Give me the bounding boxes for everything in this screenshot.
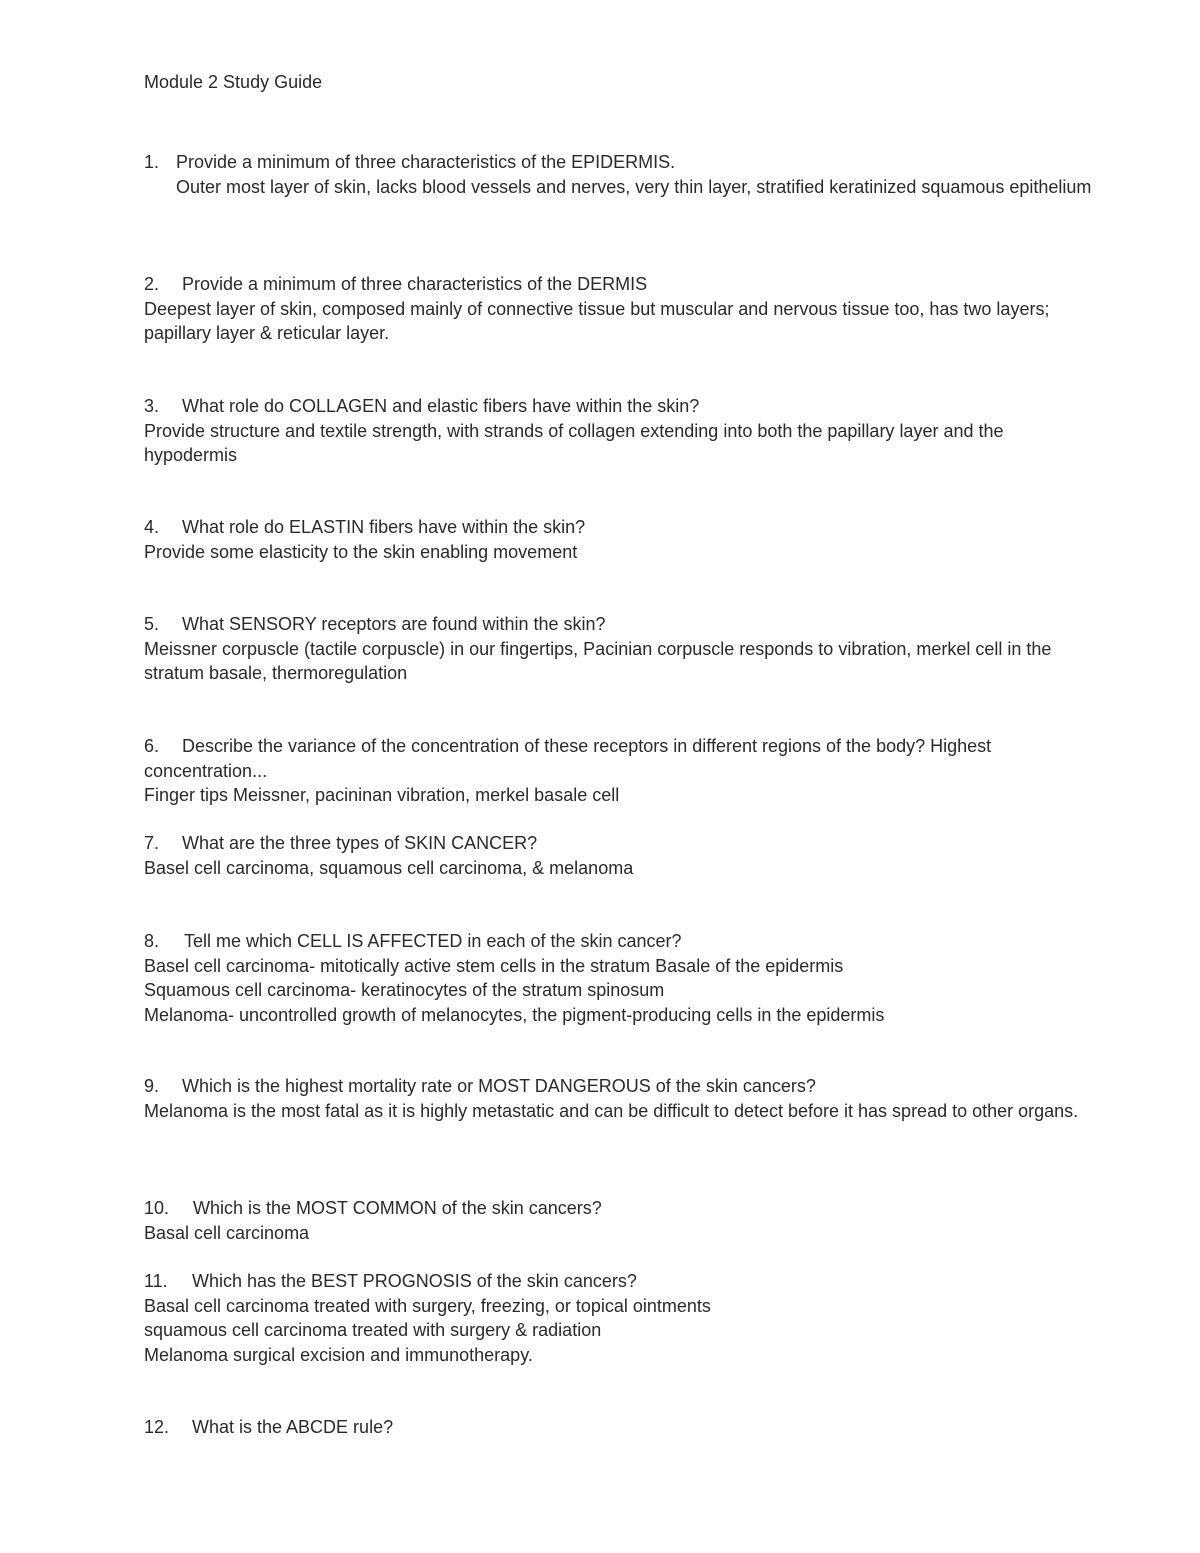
question-block-12 xyxy=(144,1415,1104,1440)
answer-text: squamous cell carcinoma treated with surgery & radiation xyxy=(144,1320,602,1340)
question-number: 3. xyxy=(144,396,160,416)
question-line xyxy=(144,515,1104,540)
answer-text: Meissner corpuscle (tactile corpuscle) in our fingertips, Pacinian corpuscle responds to vibration, merkel cell in the stratum basale, thermoregulation xyxy=(144,638,1052,683)
answer-text: Provide structure and textile strength, with strands of collagen extending into both the papillary layer and the hypodermis xyxy=(144,420,1004,465)
question-block-5 xyxy=(144,612,1104,686)
question-block-11 xyxy=(144,1269,1104,1367)
answer-text: Provide some elasticity to the skin enabling movement xyxy=(144,541,578,562)
question-text: Which has the BEST PROGNOSIS of the skin cancers? xyxy=(192,1271,637,1291)
answer-text: Finger tips Meissner, pacininan vibration, merkel basale cell xyxy=(144,785,620,805)
question-line xyxy=(144,272,1104,297)
question-text: What role do ELASTIN fibers have within the skin? xyxy=(182,517,586,537)
question-number: 6. xyxy=(144,736,160,756)
question-block-3 xyxy=(144,394,1104,468)
question-number: 1. xyxy=(144,152,160,172)
question-text: Describe the variance of the concentration of these receptors in different regions of the body? Highest concentration... xyxy=(144,736,992,781)
question-number: 7. xyxy=(144,833,160,853)
answer-text: Outer most layer of skin, lacks blood vessels and nerves, very thin layer, stratified keratinized squamous epithelium xyxy=(176,176,1092,197)
question-line xyxy=(144,734,1074,783)
document-page xyxy=(144,0,1104,1553)
question-text: What role do COLLAGEN and elastic fibers have within the skin? xyxy=(182,396,700,416)
question-block-9 xyxy=(144,1074,1104,1123)
question-block-6 xyxy=(144,734,1104,808)
question-line xyxy=(144,612,1104,637)
question-block-8 xyxy=(144,929,1104,1027)
question-text: Tell me which CELL IS AFFECTED in each of the skin cancer? xyxy=(184,931,682,951)
question-text: What is the ABCDE rule? xyxy=(192,1417,394,1437)
question-block-4 xyxy=(144,515,1104,564)
answer-text: Melanoma- uncontrolled growth of melanocytes, the pigment-producing cells in the epidermis xyxy=(144,1004,885,1025)
question-text: Which is the highest mortality rate or MOST DANGEROUS of the skin cancers? xyxy=(182,1076,816,1096)
question-line xyxy=(144,150,1104,175)
question-block-10 xyxy=(144,1196,1104,1245)
question-text: Provide a minimum of three characteristics of the DERMIS xyxy=(182,274,648,294)
question-text: What are the three types of SKIN CANCER? xyxy=(182,833,538,853)
question-number: 9. xyxy=(144,1076,160,1096)
question-line xyxy=(144,1415,1104,1440)
question-number: 12. xyxy=(144,1417,170,1437)
question-number: 8. xyxy=(144,931,160,951)
question-line xyxy=(144,394,1104,419)
question-number: 11. xyxy=(144,1271,168,1291)
question-line xyxy=(144,831,1104,856)
question-number: 4. xyxy=(144,517,160,537)
question-number: 10. xyxy=(144,1198,170,1218)
answer-text: Basel cell carcinoma, squamous cell carcinoma, & melanoma xyxy=(144,857,634,878)
question-number: 5. xyxy=(144,614,160,634)
question-text: Provide a minimum of three characteristics of the EPIDERMIS. xyxy=(176,152,676,172)
question-line xyxy=(144,929,1104,954)
question-line xyxy=(144,1196,1104,1221)
question-block-7 xyxy=(144,831,1104,880)
answer-text: Basal cell carcinoma treated with surgery, freezing, or topical ointments xyxy=(144,1295,711,1316)
question-block-2 xyxy=(144,272,1104,346)
question-line xyxy=(144,1269,1104,1294)
question-line xyxy=(144,1074,1104,1099)
question-text: Which is the MOST COMMON of the skin cancers? xyxy=(193,1198,602,1218)
answer-text: Squamous cell carcinoma- keratinocytes of the stratum spinosum xyxy=(144,980,665,1000)
question-text: What SENSORY receptors are found within the skin? xyxy=(182,614,606,634)
answer-text: Basal cell carcinoma xyxy=(144,1222,310,1243)
answer-text: Basel cell carcinoma- mitotically active stem cells in the stratum Basale of the epidermis xyxy=(144,955,844,976)
answer-text: Melanoma surgical excision and immunotherapy. xyxy=(144,1344,533,1365)
document-title: Module 2 Study Guide xyxy=(144,72,323,92)
answer-text: Melanoma is the most fatal as it is highly metastatic and can be difficult to detect before it has spread to other organs. xyxy=(144,1100,1079,1121)
answer-text: Deepest layer of skin, composed mainly of connective tissue but muscular and nervous tissue too, has two layers; papillary layer & reticular layer. xyxy=(144,298,1050,343)
question-block-1 xyxy=(144,150,1104,199)
question-number: 2. xyxy=(144,274,160,294)
